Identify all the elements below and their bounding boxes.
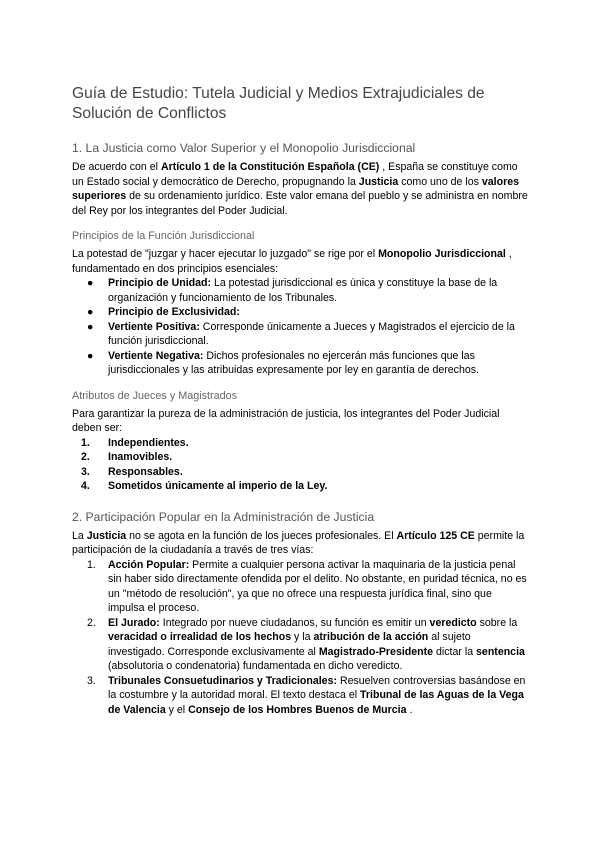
list-item xyxy=(72,465,528,480)
item-label: Acción Popular: xyxy=(108,558,190,571)
bullet-text: La potestad jurisdiccional es única y constituye la base de la organización y funcionamiento de los Tribunales. xyxy=(108,277,498,304)
list-item xyxy=(72,349,528,378)
text-run: La xyxy=(72,529,87,542)
list-item xyxy=(72,616,528,674)
bold-run: sentencia xyxy=(476,645,525,658)
list-item xyxy=(72,674,528,718)
text-run: (absolutoria o condenatoria) fundamentada en dicho veredicto. xyxy=(108,660,403,672)
item-text: Permite a cualquier persona activar la maquinaria de la justicia penal sin haber sido directamente ofendida por el delito. No obstante, en puridad técnica, no es un "método de resolución", ya que no ofrece una respuesta jurídica final, sino que impulsa el proceso. xyxy=(108,558,527,614)
text-run: permite la participación de la ciudadanía a través de tres vías: xyxy=(72,529,525,556)
principles-heading: Principios de la Función Jurisdiccional xyxy=(72,230,255,242)
text-run: , España se constituye como un Estado social y democrático de Derecho, propugnando la xyxy=(72,161,518,188)
list-number: 3. xyxy=(81,465,90,478)
principles-intro xyxy=(72,247,528,276)
text-run: , fundamentado en dos principios esenciales: xyxy=(72,248,512,275)
text-run: De acuerdo con el xyxy=(72,161,161,173)
attribute-text: Independientes. xyxy=(108,436,189,449)
bold-run: Justicia xyxy=(86,529,127,542)
text-run: al sujeto investigado. Corresponde exclusivamente al xyxy=(108,631,471,658)
list-item xyxy=(72,479,528,494)
section-1-intro xyxy=(72,160,528,218)
text-run: Integrado por nueve ciudadanos, su función es emitir un xyxy=(159,616,430,629)
item-label: Tribunales Consuetudinarios y Tradicionales: xyxy=(108,674,337,687)
text-run: como uno de los xyxy=(398,175,482,188)
attributes-heading: Atributos de Jueces y Magistrados xyxy=(72,389,238,402)
document-page xyxy=(72,84,528,717)
bold-run: veredicto xyxy=(429,616,477,629)
list-item xyxy=(72,276,528,305)
section-2-intro xyxy=(72,529,528,558)
section-2-heading: 2. Participación Popular en la Administración de Justicia xyxy=(72,509,375,524)
attributes-list xyxy=(72,436,528,494)
list-number: 2. xyxy=(87,616,96,629)
participation-list xyxy=(72,558,528,718)
bold-run: Justicia xyxy=(358,175,399,188)
text-run: y el xyxy=(165,703,189,716)
list-number: 4. xyxy=(81,480,90,492)
bold-run: veracidad o irrealidad de los hechos xyxy=(108,631,292,643)
list-number: 2. xyxy=(81,451,90,463)
attribute-text: Sometidos únicamente al imperio de la Ley. xyxy=(108,480,328,492)
list-item xyxy=(72,450,528,465)
text-run: sobre la xyxy=(476,616,518,629)
bold-run: Artículo 125 CE xyxy=(396,529,475,542)
item-label: El Jurado: xyxy=(108,616,160,629)
bullet-label: Principio de Unidad: xyxy=(108,277,211,289)
bullet-icon: ● xyxy=(87,349,94,362)
attributes-intro: Para garantizar la pureza de la administración de justicia, los integrantes del Poder Judicial deben ser: xyxy=(72,407,500,434)
list-item xyxy=(72,558,528,616)
list-item xyxy=(72,305,528,320)
bold-run: Tribunal de las Aguas de la Vega de Valencia xyxy=(108,689,524,716)
bold-run: Consejo de los Hombres Buenos de Murcia xyxy=(188,703,407,716)
bold-run: valores superiores xyxy=(72,175,519,202)
text-run: La potestad de "juzgar y hacer ejecutar lo juzgado" se rige por el xyxy=(72,248,379,260)
text-run: y la xyxy=(291,631,314,643)
bullet-icon: ● xyxy=(87,306,94,318)
bold-run: Monopolio Jurisdiccional xyxy=(378,248,506,260)
document-title: Guía de Estudio: Tutela Judicial y Medios Extrajudiciales de Solución de Conflictos xyxy=(72,85,485,122)
list-number: 1. xyxy=(81,436,90,449)
bullet-label: Principio de Exclusividad: xyxy=(108,306,240,318)
section-1-heading: 1. La Justicia como Valor Superior y el Monopolio Jurisdiccional xyxy=(72,141,416,155)
list-item xyxy=(72,320,528,349)
attribute-text: Inamovibles. xyxy=(108,451,173,463)
bullet-text: Dichos profesionales no ejercerán más funciones que las jurisdiccionales y las atribuidas expresamente por ley en garantía de derechos. xyxy=(108,349,479,376)
text-run: . xyxy=(406,703,413,716)
text-run: de su ordenamiento jurídico. Este valor emana del pueblo y se administra en nombre del Rey por los integrantes del Poder Judicial. xyxy=(72,190,528,217)
attribute-text: Responsables. xyxy=(108,465,183,478)
bullet-text: Corresponde únicamente a Jueces y Magistrados el ejercicio de la función jurisdiccional. xyxy=(108,320,515,347)
bullet-icon: ● xyxy=(87,320,94,333)
principles-list xyxy=(72,276,528,378)
bold-run: Magistrado-Presidente xyxy=(318,645,434,658)
bullet-icon: ● xyxy=(87,277,94,289)
text-run: Resuelven controversias basándose en la costumbre y la autoridad moral. El texto destaca el xyxy=(108,674,526,701)
text-run: no se agota en la función de los jueces profesionales. El xyxy=(126,529,397,542)
bullet-label: Vertiente Positiva: xyxy=(108,320,200,333)
text-run: dictar la xyxy=(433,645,477,658)
bold-run: Artículo 1 de la Constitución Española (CE) xyxy=(160,161,380,173)
list-number: 3. xyxy=(87,674,96,687)
list-item xyxy=(72,436,528,451)
list-number: 1. xyxy=(87,558,96,571)
bold-run: atribución de la acción xyxy=(313,631,429,643)
bullet-label: Vertiente Negativa: xyxy=(108,349,204,362)
